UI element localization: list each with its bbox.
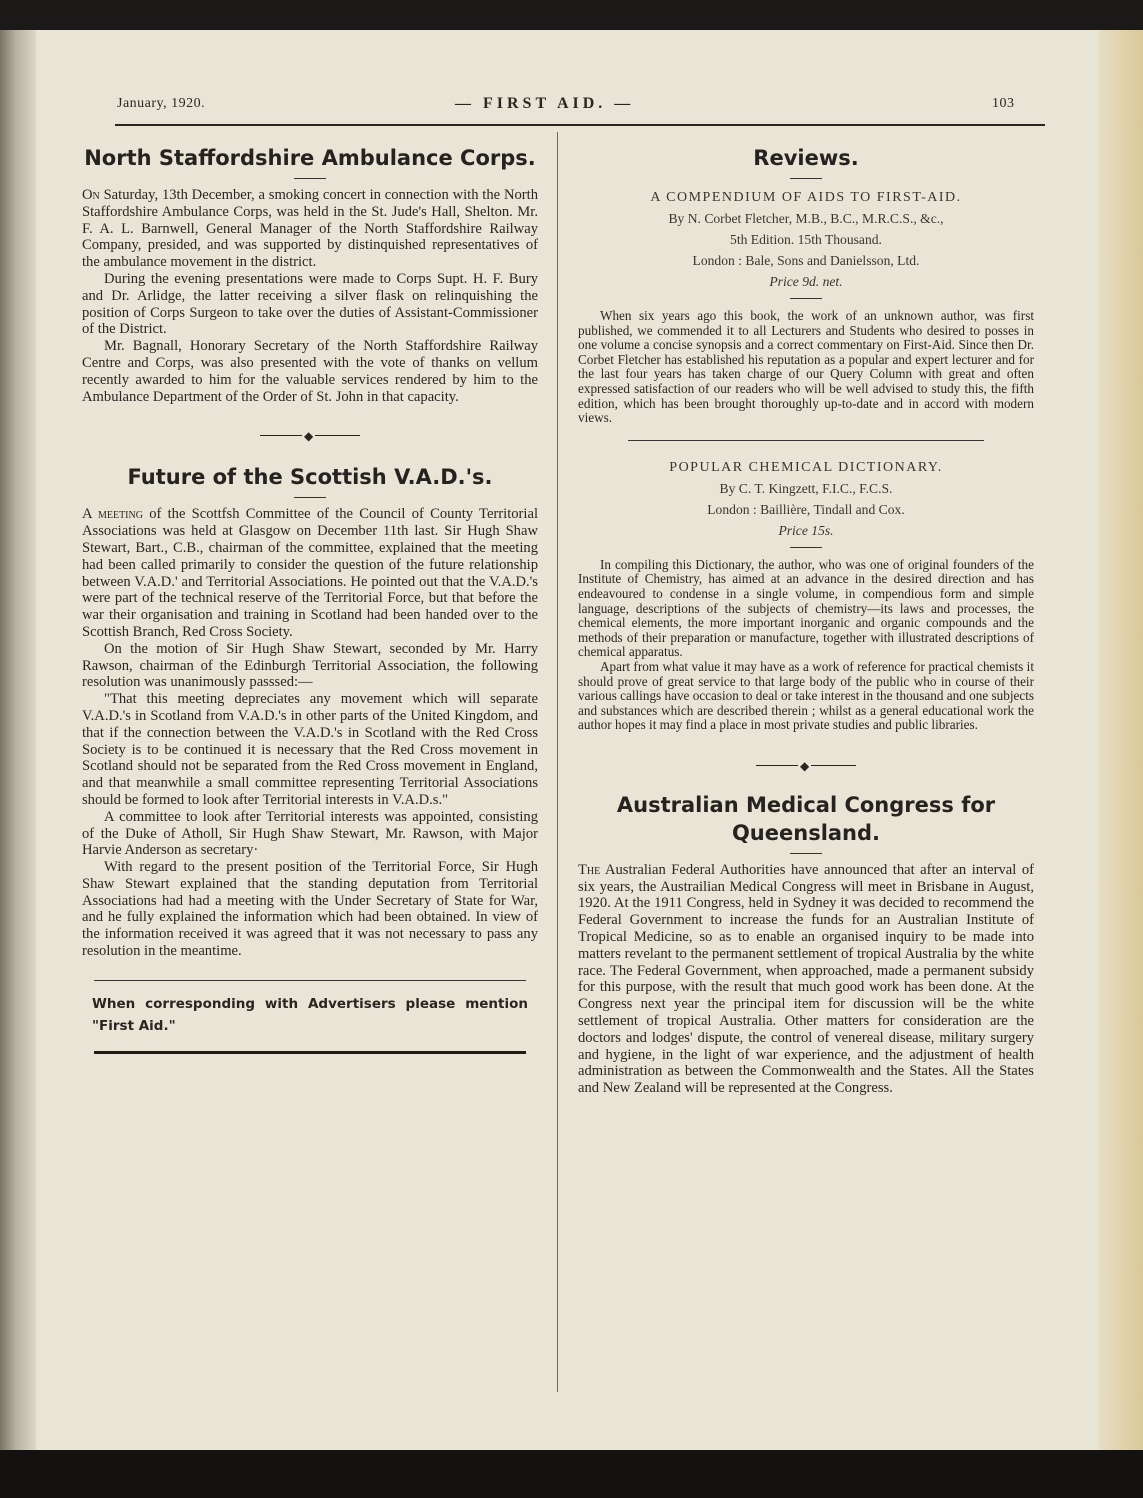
notice-rule-bottom xyxy=(94,1051,526,1054)
article-paragraph: On the motion of Sir Hugh Shaw Stewart, seconded by Mr. Harry Rawson, chairman of the Edinburgh Territorial Association, the following resolution was unanimously passsed:— xyxy=(82,640,538,691)
title-rule xyxy=(294,178,326,179)
paragraph-lead: On xyxy=(82,187,100,203)
review-author: By N. Corbet Fletcher, M.B., B.C., M.R.C.S., &c., xyxy=(668,211,944,226)
left-column xyxy=(82,140,538,1054)
article-paragraph: During the evening presentations were made to Corps Supt. H. F. Bury and Dr. Arlidge, the latter receiving a silver flask on relinquishing the position of Corps Surgeon to take over the duties of Assistant-Commissioner of the District. xyxy=(82,270,538,338)
article-paragraph xyxy=(82,506,538,640)
scan-background xyxy=(0,1450,1143,1498)
review-price: Price 9d. net. xyxy=(769,274,843,289)
review-book-title: A COMPENDIUM OF AIDS TO FIRST-AID. xyxy=(650,190,962,205)
article-title-australian-congress: Australian Medical Congress for Queensland. xyxy=(616,792,996,845)
review-body: When six years ago this book, the work of an unknown author, was first published, we commended it to all Lecturers and Students who desired to posses in one volume a concise synopsis and a correct commentary on First-Aid. Since then Dr. Corbet Fletcher has established his reputation as a popular and expert lecturer and for the last four years has taken charge of our Query Column with great and often expressed satisfaction of our readers who will be well advised to study this, the fifth edition, which has been brought thoroughly up-to-date and in accord with modern views. xyxy=(578,308,1034,426)
review-rule xyxy=(790,547,822,548)
title-rule xyxy=(790,853,822,854)
article-title-north-staffordshire: North Staffordshire Ambulance Corps. xyxy=(84,146,536,170)
article-paragraph: "That this meeting depreciates any movement which will separate V.A.D.'s in Scotland from V.A.D.'s in other parts of the United Kingdom, and that if the connection between the V.A.D.'s in Scotland with the Red Cross Society is to be continued it is necessary that the Red Cross movement in Scotland should not be separated from the Red Cross movement in England, and that meanwhile a small committee representing Territorial Associations should be formed to look after Territorial interests in V.A.D.s." xyxy=(82,691,538,808)
ornament-glyph: ◆ xyxy=(304,429,314,444)
paragraph-lead: The xyxy=(578,861,601,878)
header-rule xyxy=(115,124,1045,126)
header-page-number: 103 xyxy=(992,96,1015,111)
review-publisher: London : Bale, Sons and Danielsson, Ltd. xyxy=(692,253,920,268)
review-edition: 5th Edition. 15th Thousand. xyxy=(730,232,882,247)
review-body: Apart from what value it may have as a work of reference for practical chemists it should prove of great service to that large body of the public who in course of their various callings have occasion to deal or take interest in the thousand and one subjects and substances which are described therein ; whilst as a general educational work the author hopes it may find a place in most private studies and public libraries. xyxy=(578,658,1034,733)
ornamental-separator xyxy=(260,429,360,443)
right-column xyxy=(578,140,1034,1097)
review-rule xyxy=(790,298,822,299)
header-date: January, 1920. xyxy=(117,96,206,111)
article-paragraph xyxy=(578,862,1034,1097)
review-body: In compiling this Dictionary, the author, who was one of original founders of the Institute of Chemistry, has aimed at an advance in the desired direction and has endeavoured to condense in a single volume, in compendious form and simple language, descriptions of the subjects of chemistry—its laws and processes, the chemical elements, the more important inorganic and organic compounds and the methods of their preparation or manufacture, together with illustrated descriptions of chemical apparatus. xyxy=(578,556,1034,660)
book-binding-shadow xyxy=(0,30,36,1450)
title-rule xyxy=(790,178,822,179)
article-paragraph: With regard to the present position of the Territorial Force, Sir Hugh Shaw Stewart explained that the standing deputation from Territorial Associations had had a meeting with the Under Secretary of State for War, and he fully explained the information which had been obtained. In view of the information received it was agreed that it was not necessary to pass any resolution in the meantime. xyxy=(82,859,538,960)
column-divider xyxy=(557,132,558,1392)
article-paragraph xyxy=(82,187,538,271)
page-edge xyxy=(1098,30,1143,1450)
article-title-scottish-vads: Future of the Scottish V.A.D.'s. xyxy=(127,465,493,490)
title-rule xyxy=(294,497,326,498)
paragraph-text: Australian Federal Authorities have announced that after an interval of six years, the Austrailian Medical Congress will meet in Brisbane in August, 1920. At the 1911 Congress, held in Sydney it was decided to recommend the Federal Government to increase the funds for an Australian Institute of Tropical Medicine, so as to enable an organised inquiry to be made into matters revelant to the permanent settlement of tropical Australia by the white race. The Federal Government, when approached, made a permanent subsidy for this purpose, with the result that much good work has been done. At the Congress next year the principal item for discussion will be the white settlement of tropical Australia. Other matters for consideration are the doctors and lodges' dispute, the control of venereal disease, military surgery and hygiene, in the light of war experience, and the adjustment of health administration as between the Commonwealth and the States. All the States and New Zealand will be represented at the Congress. xyxy=(578,861,1034,1097)
paragraph-text: Saturday, 13th December, a smoking concert in connection with the North Staffordshire Ambulance Corps, was held in the St. Jude's Hall, Shelton. Mr. F. A. L. Barnwell, General Manager of the North Staffordshire Railway Company, presided, and was supported by distinquished representatives of the ambulance movement in the district. xyxy=(82,187,538,271)
paragraph-text: of the Scottfsh Committee of the Council of County Territorial Associations was held at Glasgow on December 11th last. Sir Hugh Shaw Stewart, Bart., C.B., chairman of the committee, explained that the meeting had been called primarily to consider the question of the future relationship between V.A.D.' and Territorial Associations. He pointed out that the V.A.D.'s were part of the technical reserve of the Territorial Force, but that before the war their organisation and training in Scotland had been handed over to the Scottish Branch, Red Cross Society. xyxy=(82,506,539,640)
header-publication-title: — FIRST AID. — xyxy=(455,95,635,112)
ornament-glyph: ◆ xyxy=(800,758,810,773)
advertisers-notice: When corresponding with Advertisers please mention "First Aid." xyxy=(92,995,528,1034)
review-book-title: POPULAR CHEMICAL DICTIONARY. xyxy=(669,459,943,475)
article-paragraph: A committee to look after Territorial interests was appointed, consisting of the Duke of Atholl, Sir Hugh Shaw Stewart, Mr. Rawson, with Major Harvie Anderson as secretary· xyxy=(82,808,538,859)
article-paragraph: Mr. Bagnall, Honorary Secretary of the North Staffordshire Railway Centre and Corps, was also presented with the vote of thanks on vellum recently awarded to him for the valuable services rendered by him to the Ambulance Department of the Order of St. John in that capacity. xyxy=(82,338,538,405)
ornamental-separator xyxy=(756,759,856,773)
reviews-title: Reviews. xyxy=(753,146,859,170)
review-author: By C. T. Kingzett, F.I.C., F.C.S. xyxy=(719,480,893,496)
paragraph-lead: A meeting xyxy=(82,506,143,523)
review-price: Price 15s. xyxy=(778,522,834,538)
review-publisher: London : Baillière, Tindall and Cox. xyxy=(707,501,905,517)
